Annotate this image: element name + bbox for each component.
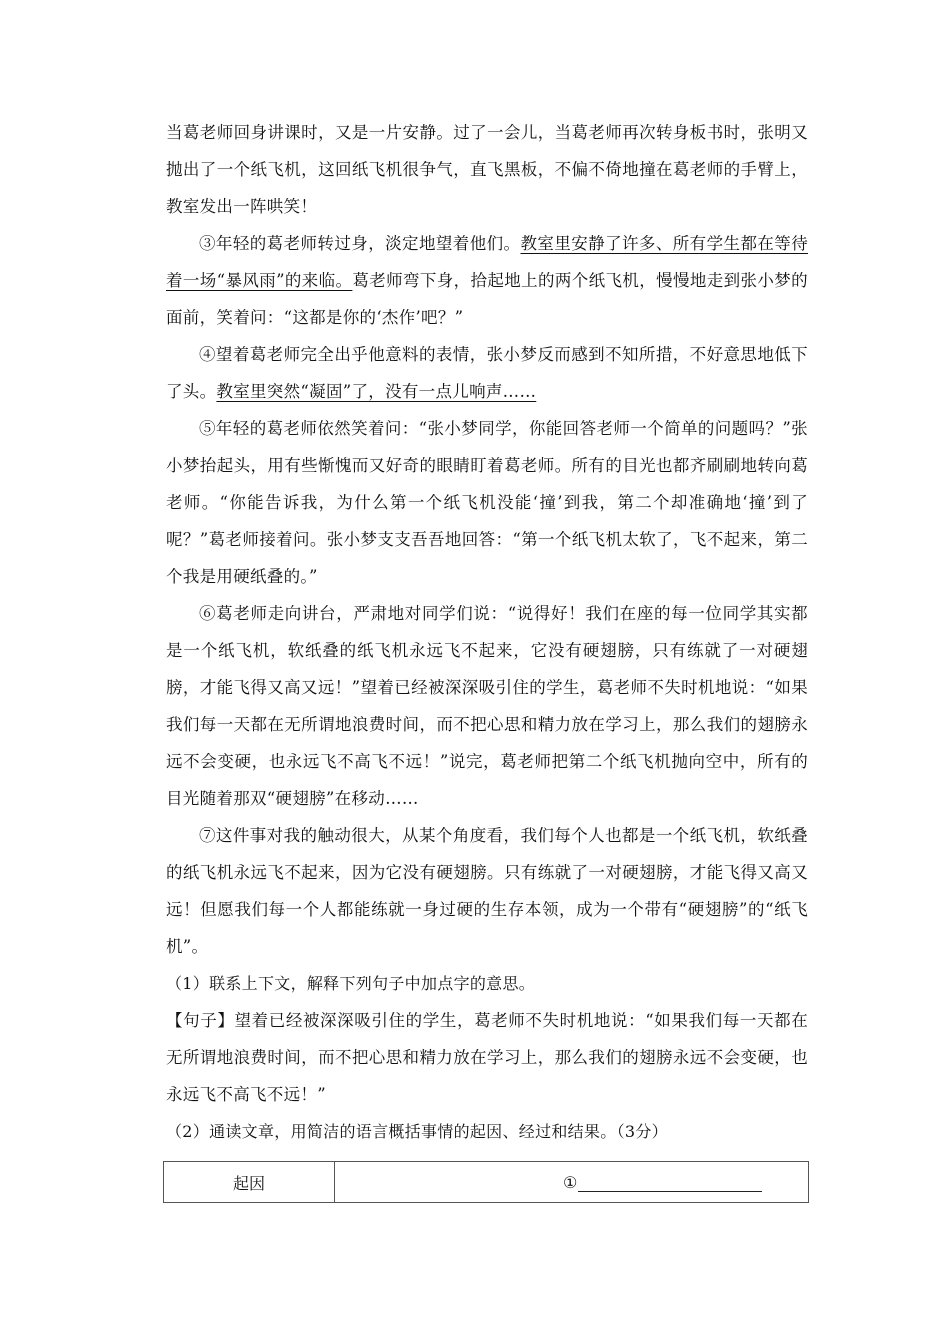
answer-field[interactable] [563,1173,762,1192]
sentence-text: 望着已经被深深吸引住的学生，葛老师不失时机地说：“如果我们每一天都在无所谓地浪费时间，而不把心思和精力放在学习上，那么我们的翅膀永远不会变硬，也永远飞不高飞不远！” [166,1011,808,1104]
sentence-tag: 【句子】 [166,1011,235,1030]
answer-cell-cause[interactable] [335,1162,809,1203]
paragraph [166,336,808,410]
paragraph-text: ④望着葛老师完全出乎他意料的表情，张小梦反而感到不知所措，不好意思地低下了头。 [166,345,808,401]
table-row [164,1162,809,1203]
summary-table [163,1161,809,1203]
question-2-prompt: （2）通读文章，用简洁的语言概括事情的起因、经过和结果。（3分） [166,1122,668,1141]
answer-marker: ① [563,1172,578,1192]
paragraph-text: ⑤年轻的葛老师依然笑着问：“张小梦同学，你能回答老师一个简单的问题吗？”张小梦抬起头，用有些惭愧而又好奇的眼睛盯着葛老师。所有的目光也都齐刷刷地转向葛老师。“你能告诉我，为什么第一个纸飞机没能‘撞’到我，第二个却准确地‘撞’到了呢？”葛老师接着问。张小梦支支吾吾地回答：“第一个纸飞机太软了，飞不起来，第二个我是用硬纸叠的。” [166,419,808,586]
underlined-sentence: 教室里安静了许多、所有学生都在等待着一场“暴风雨”的来临。 [166,234,808,290]
question-1-sentence [166,1002,808,1113]
story-paragraphs [166,114,808,965]
document-body [166,114,808,1150]
paragraph-text: ③年轻的葛老师转过身，淡定地望着他们。 [199,234,521,253]
paragraph-text: ⑥葛老师走向讲台，严肃地对同学们说：“说得好！我们在座的每一位同学其实都是一个纸飞机，软纸叠的纸飞机永远飞不起来，它没有硬翅膀，只有练就了一对硬翅膀，才能飞得又高又远！”望着已经被深深吸引住的学生，葛老师不失时机地说：“如果我们每一天都在无所谓地浪费时间，而不把心思和精力放在学习上，那么我们的翅膀永远不会变硬，也永远飞不高飞不远！”说完，葛老师把第二个纸飞机抛向空中，所有的目光随着那双“硬翅膀”在移动…… [166,604,808,808]
paragraph [166,225,808,336]
paragraph-text: ⑦这件事对我的触动很大，从某个角度看，我们每个人也都是一个纸飞机，软纸叠的纸飞机永远飞不起来，因为它没有硬翅膀。只有练就了一对硬翅膀，才能飞得又高又远！但愿我们每一个人都能练就一身过硬的生存本领，成为一个带有“硬翅膀”的“纸飞机”。 [166,826,808,956]
paragraph-text: 葛老师弯下身，拾起地上的两个纸飞机，慢慢地走到张小梦的面前，笑着问：“这都是你的‘杰作’吧？” [166,271,808,327]
paragraph [166,410,808,595]
row-label-cause: 起因 [164,1162,335,1203]
paragraph-text: 当葛老师回身讲课时，又是一片安静。过了一会儿，当葛老师再次转身板书时，张明又抛出了一个纸飞机，这回纸飞机很争气，直飞黑板，不偏不倚地撞在葛老师的手臂上，教室发出一阵哄笑！ [166,123,808,216]
answer-blank-line[interactable] [578,1173,762,1192]
question-1-prompt: （1）联系上下文，解释下列句子中加点字的意思。 [166,974,536,993]
paragraph [166,817,808,965]
underlined-sentence: 教室里突然“凝固”了，没有一点儿响声…… [216,382,537,401]
paragraph [166,114,808,225]
paragraph [166,595,808,817]
